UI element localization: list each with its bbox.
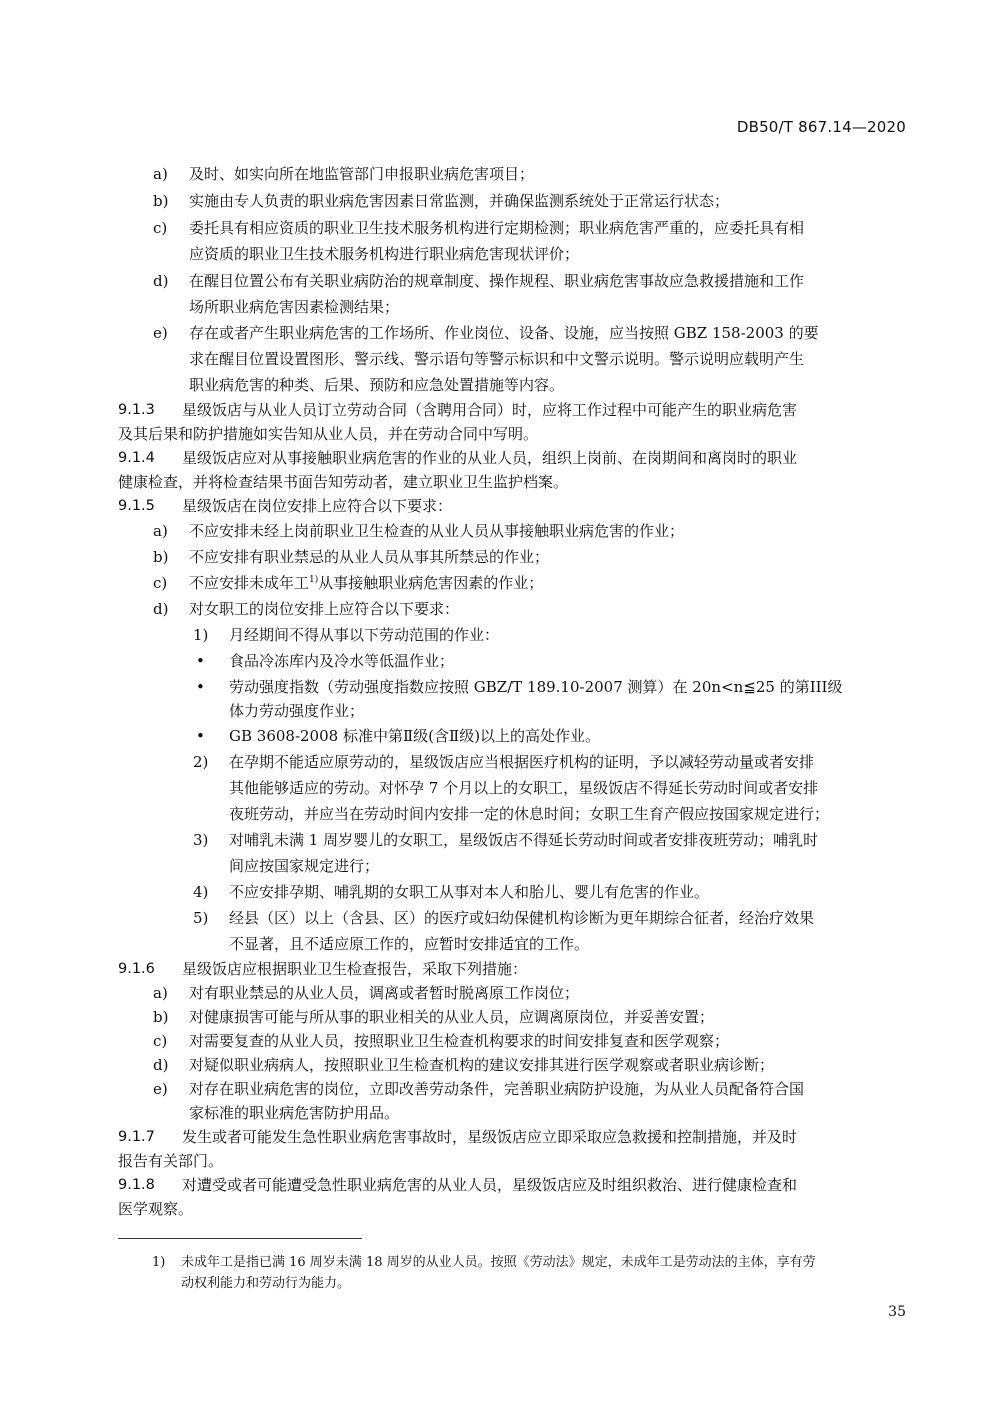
- list-item-text: 求在醒目位置设置图形、警示线、警示语句等警示标识和中文警示说明。警示说明应载明产生: [189, 350, 805, 368]
- footnote-divider: [118, 1238, 362, 1239]
- section-number: 9.1.4: [118, 450, 155, 466]
- section-number: 9.1.8: [118, 1177, 155, 1193]
- list-item-label: b): [153, 192, 169, 210]
- list-item-text: 不应安排未经上岗前职业卫生检查的从业人员从事接触职业病危害的作业；: [189, 522, 685, 540]
- sublist-item-text: 不显著，且不适应原工作的，应暂时安排适宜的工作。: [229, 935, 590, 953]
- list-item-text: 实施由专人负责的职业病危害因素日常监测，并确保监测系统处于正常运行状态；: [189, 192, 730, 210]
- list-item-label: b): [153, 1008, 169, 1026]
- list-item-label: e): [153, 1080, 168, 1098]
- section-text: 发生或者可能发生急性职业病危害事故时，星级饭店应立即采取应急救援和控制措施，并及时: [182, 1128, 798, 1146]
- sublist-item-text: 在孕期不能适应原劳动的，星级饭店应当根据医疗机构的证明，予以减轻劳动量或者安排: [229, 753, 815, 771]
- section-number: 9.1.6: [118, 961, 155, 977]
- list-item-label: d): [153, 600, 169, 618]
- bullet-item-text: GB 3608-2008 标准中第Ⅱ级(含Ⅱ级)以上的高处作业。: [229, 727, 601, 745]
- bullet-icon: •: [196, 652, 205, 670]
- list-item-text-part: 不应安排未成年工: [189, 574, 310, 592]
- section-text: 及其后果和防护措施如实告知从业人员，并在劳动合同中写明。: [118, 425, 539, 443]
- list-item-label: c): [153, 1032, 168, 1050]
- section-text: 健康检查，并将检查结果书面告知劳动者，建立职业卫生监护档案。: [118, 473, 569, 491]
- list-item-label: b): [153, 548, 169, 566]
- section-text: 报告有关部门。: [118, 1152, 224, 1170]
- list-item-text: 存在或者产生职业病危害的工作场所、作业岗位、设备、设施，应当按照 GBZ 158-2003 的要: [189, 324, 819, 342]
- list-item-label: c): [153, 574, 168, 592]
- sublist-item-text: 不应安排孕期、哺乳期的女职工从事对本人和胎儿、婴儿有危害的作业。: [229, 883, 710, 901]
- list-item-text: [189, 572, 543, 594]
- footnote-reference: 1): [309, 575, 319, 585]
- list-item-label: e): [153, 324, 168, 342]
- standard-code: DB50/T 867.14—2020: [736, 118, 906, 136]
- bullet-icon: •: [196, 678, 205, 696]
- page-number: 35: [888, 1304, 906, 1320]
- sublist-item-text: 月经期间不得从事以下劳动范围的作业：: [229, 626, 500, 644]
- sublist-item-label: 4): [193, 883, 209, 901]
- list-item-label: d): [153, 272, 169, 290]
- list-item-text: 家标准的职业病危害防护用品。: [189, 1104, 400, 1122]
- list-item-text: 职业病危害的种类、后果、预防和应急处置措施等内容。: [189, 376, 565, 394]
- list-item-label: a): [153, 522, 168, 540]
- sublist-item-label: 1): [193, 626, 209, 644]
- list-item-text-part: 从事接触职业病危害因素的作业；: [318, 574, 544, 592]
- section-text: 医学观察。: [118, 1200, 194, 1218]
- bullet-item-text: 体力劳动强度作业；: [229, 702, 365, 720]
- section-number: 9.1.3: [118, 402, 155, 418]
- footnote-label: 1): [152, 1255, 166, 1270]
- section-text: 星级饭店与从业人员订立劳动合同（含聘用合同）时，应将工作过程中可能产生的职业病危害: [182, 401, 798, 419]
- section-text: 星级饭店应根据职业卫生检查报告，采取下列措施：: [182, 960, 528, 978]
- list-item-text: 委托具有相应资质的职业卫生技术服务机构进行定期检测；职业病危害严重的，应委托具有相: [189, 219, 805, 237]
- list-item-text: 对有职业禁忌的从业人员，调离或者暂时脱离原工作岗位；: [189, 984, 580, 1002]
- sublist-item-text: 经县（区）以上（含县、区）的医疗或妇幼保健机构诊断为更年期综合征者，经治疗效果: [229, 909, 815, 927]
- sublist-item-text: 其他能够适应的劳动。对怀孕 7 个月以上的女职工，星级饭店不得延长劳动时间或者安排: [229, 779, 819, 797]
- sublist-item-label: 5): [193, 909, 209, 927]
- sublist-item-label: 2): [193, 753, 209, 771]
- footnote-text: 未成年工是指已满 16 周岁未满 18 周岁的从业人员。按照《劳动法》规定，未成年工是劳动法的主体，享有劳: [181, 1255, 816, 1270]
- list-item-text: 对存在职业病危害的岗位，立即改善劳动条件，完善职业病防护设施，为从业人员配备符合国: [189, 1080, 805, 1098]
- list-item-text: 场所职业病危害因素检测结果；: [189, 298, 400, 316]
- footnote-text: 动权利能力和劳动行为能力。: [181, 1276, 351, 1291]
- sublist-item-text: 对哺乳未满 1 周岁婴儿的女职工，星级饭店不得延长劳动时间或者安排夜班劳动；哺乳时: [229, 831, 819, 849]
- section-number: 9.1.5: [118, 498, 155, 514]
- section-number: 9.1.7: [118, 1129, 155, 1145]
- section-text: 星级饭店在岗位安排上应符合以下要求：: [182, 497, 453, 515]
- section-text: 对遭受或者可能遭受急性职业病危害的从业人员，星级饭店应及时组织救治、进行健康检查和: [182, 1176, 798, 1194]
- bullet-item-text: 食品冷冻库内及冷水等低温作业；: [229, 652, 455, 670]
- sublist-item-text: 间应按国家规定进行；: [229, 857, 380, 875]
- sublist-item-text: 夜班劳动，并应当在劳动时间内安排一定的休息时间；女职工生育产假应按国家规定进行；: [229, 805, 830, 823]
- list-item-text: 应资质的职业卫生技术服务机构进行职业病危害现状评价；: [189, 245, 580, 263]
- list-item-text: 对疑似职业病病人，按照职业卫生检查机构的建议安排其进行医学观察或者职业病诊断；: [189, 1056, 775, 1074]
- section-text: 星级饭店应对从事接触职业病危害的作业的从业人员，组织上岗前、在岗期间和离岗时的职业: [182, 449, 798, 467]
- list-item-text: 不应安排有职业禁忌的从业人员从事其所禁忌的作业；: [189, 548, 550, 566]
- list-item-text: 在醒目位置公布有关职业病防治的规章制度、操作规程、职业病危害事故应急救援措施和工作: [189, 272, 805, 290]
- list-item-label: d): [153, 1056, 169, 1074]
- sublist-item-label: 3): [193, 831, 209, 849]
- bullet-item-text: 劳动强度指数（劳动强度指数应按照 GBZ/T 189.10-2007 测算）在 20n<n≦25 的第III级: [229, 678, 843, 696]
- list-item-label: a): [153, 984, 168, 1002]
- list-item-label: c): [153, 219, 168, 237]
- list-item-label: a): [153, 165, 168, 183]
- list-item-text: 对健康损害可能与所从事的职业相关的从业人员，应调离原岗位，并妥善安置；: [189, 1008, 715, 1026]
- list-item-text: 对女职工的岗位安排上应符合以下要求：: [189, 600, 460, 618]
- list-item-text: 对需要复查的从业人员，按照职业卫生检查机构要求的时间安排复查和医学观察；: [189, 1032, 730, 1050]
- list-item-text: 及时、如实向所在地监管部门申报职业病危害项目；: [189, 165, 535, 183]
- bullet-icon: •: [196, 727, 205, 745]
